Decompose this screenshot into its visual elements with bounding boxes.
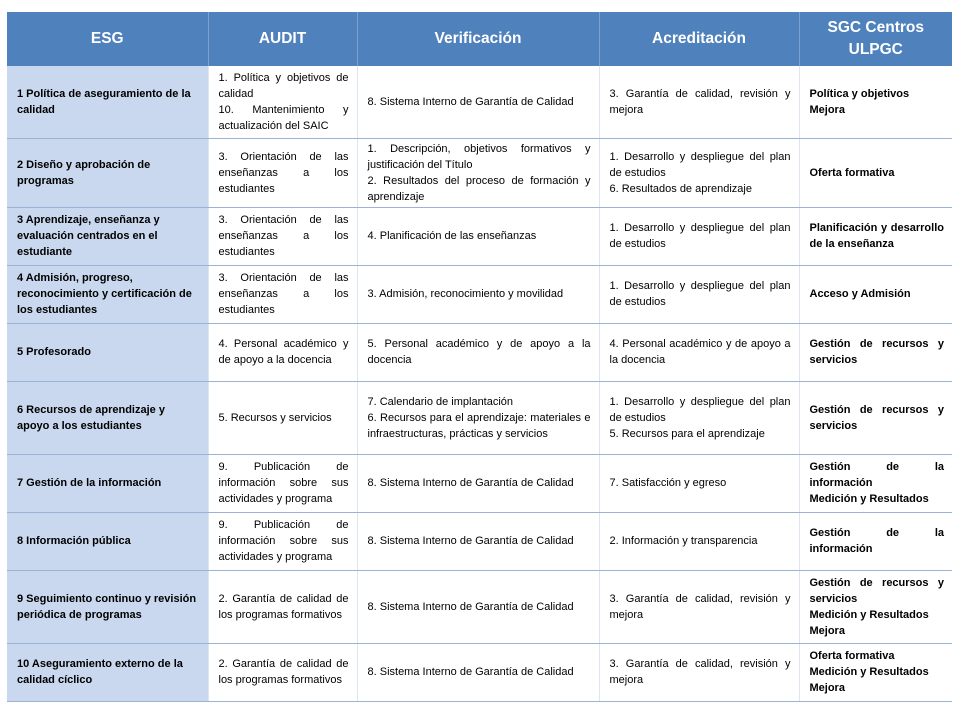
header-acreditacion: Acreditación	[599, 12, 799, 66]
acreditacion-cell	[599, 66, 799, 138]
table-row	[7, 207, 952, 265]
audit-cell	[208, 265, 357, 323]
verificacion-item: 5. Personal académico y de apoyo a la docencia	[367, 338, 591, 366]
sgc-item: Gestión de la información	[809, 461, 944, 489]
acreditacion-item: 6. Resultados de aprendizaje	[609, 182, 752, 195]
acreditacion-item: 1. Desarrollo y despliegue del plan de estudios	[609, 280, 791, 308]
acreditacion-item: 7. Satisfacción y egreso	[609, 477, 727, 489]
sgc-cell	[799, 454, 952, 512]
verificacion-item: 8. Sistema Interno de Garantía de Calidad	[367, 666, 574, 678]
audit-cell	[208, 138, 357, 207]
audit-item: 10. Mantenimiento y actualización del SAIC	[218, 103, 349, 132]
acreditacion-item: 5. Recursos para el aprendizaje	[609, 427, 765, 440]
audit-cell	[208, 323, 357, 381]
verificacion-cell	[357, 454, 599, 512]
table-row	[7, 643, 952, 701]
audit-item: 9. Publicación de información sobre sus actividades y programa	[218, 519, 349, 563]
sgc-item: Mejora	[809, 624, 845, 637]
sgc-item: Gestión de recursos y servicios	[809, 338, 944, 366]
verificacion-item: 4. Planificación de las enseñanzas	[367, 230, 537, 242]
table-header-row	[7, 12, 952, 66]
esg-criterion-cell: 10 Aseguramiento externo de la calidad cíclico	[7, 643, 208, 701]
table-row	[7, 265, 952, 323]
verificacion-item: 8. Sistema Interno de Garantía de Calidad	[367, 600, 574, 613]
sgc-cell	[799, 381, 952, 454]
sgc-item: Medición y Resultados	[809, 608, 929, 621]
esg-criterion-cell: 9 Seguimiento continuo y revisión periódica de programas	[7, 570, 208, 643]
sgc-cell	[799, 66, 952, 138]
sgc-cell	[799, 570, 952, 643]
sgc-item: Política y objetivos	[809, 87, 910, 100]
table-row	[7, 454, 952, 512]
verificacion-item: 1. Descripción, objetivos formativos y justificación del Título	[367, 142, 591, 171]
acreditacion-item: 1. Desarrollo y despliegue del plan de estudios	[609, 222, 791, 250]
verificacion-item: 2. Resultados del proceso de formación y aprendizaje	[367, 174, 591, 203]
sgc-item: Gestión de recursos y servicios	[809, 576, 944, 605]
verificacion-cell	[357, 207, 599, 265]
audit-cell	[208, 512, 357, 570]
esg-criterion-cell: 6 Recursos de aprendizaje y apoyo a los estudiantes	[7, 381, 208, 454]
header-audit: AUDIT	[208, 12, 357, 66]
verificacion-cell	[357, 643, 599, 701]
acreditacion-cell	[599, 454, 799, 512]
table-row	[7, 381, 952, 454]
audit-item: 2. Garantía de calidad de los programas formativos	[218, 592, 349, 621]
table-row	[7, 66, 952, 138]
verificacion-cell	[357, 66, 599, 138]
acreditacion-item: 3. Garantía de calidad, revisión y mejora	[609, 592, 791, 621]
acreditacion-cell	[599, 323, 799, 381]
verificacion-item: 8. Sistema Interno de Garantía de Calidad	[367, 477, 574, 489]
audit-item: 4. Personal académico y de apoyo a la docencia	[218, 338, 349, 366]
acreditacion-cell	[599, 570, 799, 643]
verificacion-item: 8. Sistema Interno de Garantía de Calidad	[367, 95, 574, 108]
sgc-cell	[799, 643, 952, 701]
audit-cell	[208, 454, 357, 512]
acreditacion-cell	[599, 207, 799, 265]
acreditacion-cell	[599, 265, 799, 323]
acreditacion-item: 3. Garantía de calidad, revisión y mejora	[609, 658, 791, 686]
audit-item: 1. Política y objetivos de calidad	[218, 71, 349, 100]
verificacion-item: 8. Sistema Interno de Garantía de Calidad	[367, 535, 574, 547]
esg-criterion-cell: 5 Profesorado	[7, 323, 208, 381]
acreditacion-cell	[599, 643, 799, 701]
audit-cell	[208, 381, 357, 454]
sgc-cell	[799, 323, 952, 381]
sgc-cell	[799, 138, 952, 207]
verificacion-cell	[357, 265, 599, 323]
acreditacion-item: 4. Personal académico y de apoyo a la docencia	[609, 338, 791, 366]
acreditacion-item: 1. Desarrollo y despliegue del plan de estudios	[609, 150, 791, 179]
acreditacion-item: 3. Garantía de calidad, revisión y mejora	[609, 87, 791, 116]
audit-item: 5. Recursos y servicios	[218, 411, 332, 424]
table-row	[7, 138, 952, 207]
sgc-cell	[799, 512, 952, 570]
esg-criterion-cell: 8 Información pública	[7, 512, 208, 570]
sgc-item: Acceso y Admisión	[809, 288, 911, 300]
header-esg: ESG	[7, 12, 208, 66]
esg-criterion-cell: 4 Admisión, progreso, reconocimiento y certificación de los estudiantes	[7, 265, 208, 323]
audit-cell	[208, 66, 357, 138]
verificacion-cell	[357, 570, 599, 643]
verificacion-item: 6. Recursos para el aprendizaje: materiales e infraestructuras, prácticas y servicios	[367, 411, 591, 440]
table-row	[7, 323, 952, 381]
acreditacion-item: 2. Información y transparencia	[609, 535, 758, 547]
header-sgc: SGC Centros ULPGC	[799, 12, 952, 66]
audit-item: 3. Orientación de las enseñanzas a los estudiantes	[218, 150, 349, 195]
acreditacion-cell	[599, 138, 799, 207]
sgc-cell	[799, 207, 952, 265]
table-row	[7, 512, 952, 570]
esg-criterion-cell: 7 Gestión de la información	[7, 454, 208, 512]
sgc-item: Medición y Resultados	[809, 666, 929, 678]
esg-comparison-table	[7, 12, 952, 702]
table-row	[7, 570, 952, 643]
verificacion-cell	[357, 381, 599, 454]
acreditacion-item: 1. Desarrollo y despliegue del plan de estudios	[609, 395, 791, 424]
verificacion-cell	[357, 323, 599, 381]
sgc-cell	[799, 265, 952, 323]
sgc-item: Medición y Resultados	[809, 493, 929, 505]
audit-cell	[208, 643, 357, 701]
sgc-item: Mejora	[809, 682, 845, 694]
esg-criterion-cell: 1 Política de aseguramiento de la calidad	[7, 66, 208, 138]
esg-criterion-cell: 2 Diseño y aprobación de programas	[7, 138, 208, 207]
verificacion-cell	[357, 512, 599, 570]
esg-criterion-cell: 3 Aprendizaje, enseñanza y evaluación centrados en el estudiante	[7, 207, 208, 265]
sgc-item: Oferta formativa	[809, 650, 895, 662]
audit-cell	[208, 207, 357, 265]
verificacion-item: 7. Calendario de implantación	[367, 395, 514, 408]
audit-item: 3. Orientación de las enseñanzas a los estudiantes	[218, 214, 349, 258]
audit-cell	[208, 570, 357, 643]
verificacion-item: 3. Admisión, reconocimiento y movilidad	[367, 288, 564, 300]
acreditacion-cell	[599, 381, 799, 454]
header-verificacion: Verificación	[357, 12, 599, 66]
sgc-item: Oferta formativa	[809, 166, 895, 179]
sgc-item: Gestión de recursos y servicios	[809, 403, 944, 432]
sgc-item: Mejora	[809, 103, 845, 116]
verificacion-cell	[357, 138, 599, 207]
audit-item: 9. Publicación de información sobre sus actividades y programa	[218, 461, 349, 505]
audit-item: 3. Orientación de las enseñanzas a los estudiantes	[218, 272, 349, 316]
audit-item: 2. Garantía de calidad de los programas formativos	[218, 658, 349, 686]
acreditacion-cell	[599, 512, 799, 570]
sgc-item: Planificación y desarrollo de la enseñanza	[809, 222, 944, 250]
sgc-item: Gestión de la información	[809, 527, 944, 555]
comparison-table-container	[7, 12, 952, 702]
